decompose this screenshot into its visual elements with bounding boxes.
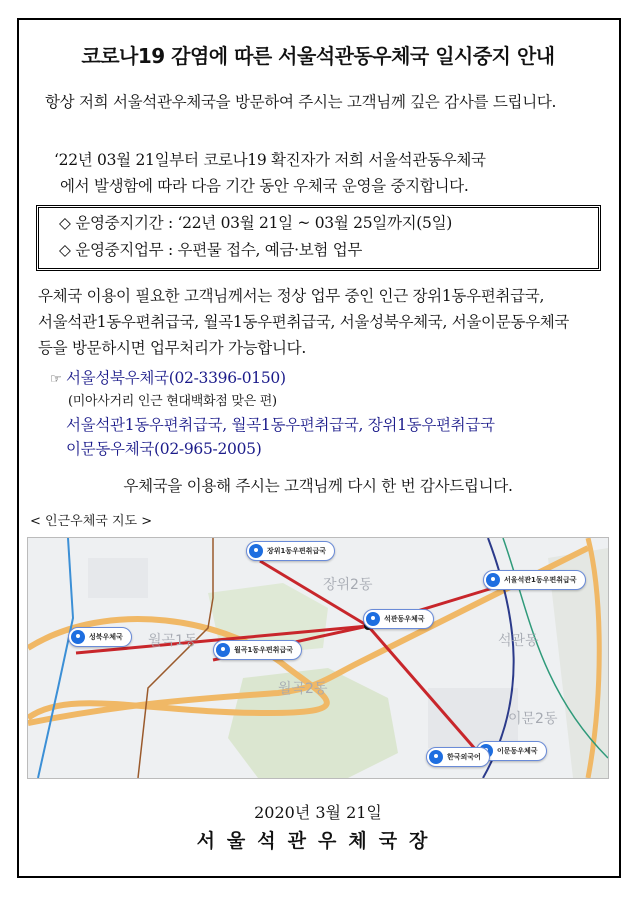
area-label: 월곡2동: [278, 681, 328, 697]
nearby-post-office-map[interactable]: [27, 537, 609, 779]
suspension-services-label: 운영중지업무: [75, 241, 164, 259]
suspension-services-row: [59, 237, 598, 264]
alt-last-office: [66, 437, 261, 461]
map-pin-seongbuk[interactable]: [68, 627, 132, 647]
footer-date: 2020년 3월 21일: [254, 803, 382, 822]
map-caption: < 인근우체국 지도 >: [30, 514, 153, 529]
map-pin-hufs[interactable]: [426, 747, 490, 767]
guide-line-1: 우체국 이용이 필요한 고객님께서는 정상 업무 중인 인근 장위1동우편취급국,: [38, 287, 545, 305]
alt-main-note: (미아사거리 인근 현대백화점 맞은 편): [68, 394, 277, 409]
pin-label: 월곡1동우편취급국: [234, 646, 293, 654]
pin-label: 한국외국어: [447, 753, 481, 761]
location-pin-icon: [366, 612, 380, 626]
map-pin-jangwi1dong[interactable]: [246, 541, 335, 561]
notice-line-1: ‘22년 03월 21일부터 코로나19 확진자가 저희 서울석관동우체국: [54, 151, 486, 169]
separator: :: [167, 214, 173, 232]
guide-paragraph: [38, 283, 608, 361]
pin-label: 장위1동우편취급국: [267, 547, 326, 555]
location-pin-icon: [486, 573, 500, 587]
alt-last-name: 이문동우체국: [66, 440, 155, 458]
location-pin-icon: [249, 544, 263, 558]
location-pin-icon: [216, 643, 230, 657]
suspension-services-value: 우편물 접수, 예금·보험 업무: [177, 241, 363, 259]
location-pin-icon: [71, 630, 85, 644]
location-pin-icon: [429, 750, 443, 764]
notice-paragraph: [54, 147, 614, 199]
pin-label: 서울석관1동우편취급국: [504, 576, 577, 584]
suspension-box: [36, 205, 601, 271]
notice-line-2: 에서 발생함에 따라 다음 기간 동안 우체국 운영을 중지합니다.: [60, 177, 469, 195]
alt-main-office: [50, 366, 286, 392]
suspension-period-row: [59, 210, 598, 237]
guide-line-2: 서울석관1동우편취급국, 월곡1동우편취급국, 서울성북우체국, 서울이문동우체국: [38, 313, 570, 331]
footer-signature: 서울석관우체국장: [196, 830, 440, 852]
alt-other-offices: 서울석관1동우편취급국, 월곡1동우편취급국, 장위1동우편취급국: [66, 416, 495, 434]
area-label: 이문2동: [508, 711, 558, 727]
diamond-bullet-icon: ◇: [59, 214, 71, 232]
area-label: 석관동: [498, 633, 539, 649]
guide-line-3: 등을 방문하시면 업무처리가 가능합니다.: [38, 339, 306, 357]
alt-main-name: 서울성북우체국: [66, 369, 169, 387]
pin-label: 성북우체국: [89, 633, 123, 641]
map-pin-wolgok1dong[interactable]: [213, 640, 302, 660]
thanks-text: 우체국을 이용해 주시는 고객님께 다시 한 번 감사드립니다.: [123, 477, 513, 495]
area-label: 월곡1동: [148, 633, 198, 649]
separator: :: [167, 241, 173, 259]
map-pin-seokgwan-center[interactable]: [363, 609, 434, 629]
suspension-period-label: 운영중지기간: [75, 214, 164, 232]
page-title: 코로나19 감염에 따른 서울석관동우체국 일시중지 안내: [81, 44, 555, 68]
map-pin-seokgwan1dong[interactable]: [483, 570, 586, 590]
suspension-period-value: ‘22년 03월 21일 ~ 03월 25일까지(5일): [177, 214, 453, 232]
alt-main-phone: (02-3396-0150): [168, 369, 286, 387]
pin-label: 이문동우체국: [497, 747, 538, 755]
intro-paragraph: 항상 저희 서울석관우체국을 방문하여 주시는 고객님께 깊은 감사를 드립니다.: [45, 93, 557, 111]
area-label: 장위2동: [323, 577, 373, 593]
diamond-bullet-icon: ◇: [59, 241, 71, 259]
pin-label: 석관동우체국: [384, 615, 425, 623]
alt-last-phone: (02-965-2005): [154, 440, 262, 458]
pointing-hand-icon: ☞: [50, 372, 62, 387]
